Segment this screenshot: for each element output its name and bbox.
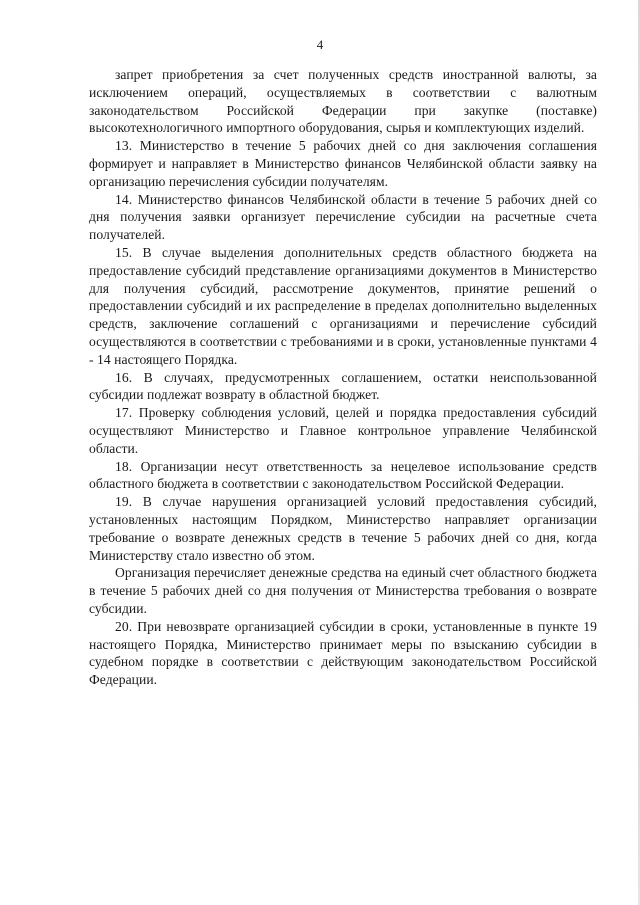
paragraph-18: 18. Организации несут ответственность за нецелевое использование средств областного бюджета в соответствии с законодательством Российской Федерации. — [89, 458, 597, 492]
paragraph-15: 15. В случае выделения дополнительных средств областного бюджета на предоставление субсидий представление организациями документов в Министерство для получения субсидий, рассмотрение документов, принятие решений о предоставлении субсидий и их распределение в пределах дополнительно выделенных средств, заключение соглашений с организациями и перечисление субсидий осуществляются в соответствии с требованиями и в сроки, установленные пунктами 4 - 14 настоящего Порядка. — [89, 244, 597, 367]
paragraph-14: 14. Министерство финансов Челябинской области в течение 5 рабочих дней со дня получения заявки организует перечисление субсидии на расчетные счета получателей. — [89, 191, 597, 243]
paragraph-13: 13. Министерство в течение 5 рабочих дней со дня заключения соглашения формирует и направляет в Министерство финансов Челябинской области заявку на организацию перечисления субсидии получателям. — [89, 138, 597, 189]
paragraph-17: 17. Проверку соблюдения условий, целей и порядка предоставления субсидий осуществляют Министерство и Главное контрольное управление Челябинской области. — [89, 405, 597, 456]
paragraph-16: 16. В случаях, предусмотренных соглашением, остатки неиспользованной субсидии подлежат возврату в областной бюджет. — [89, 369, 597, 403]
paragraph-19: 19. В случае нарушения организацией условий предоставления субсидий, установленных настоящим Порядком, Министерство направляет организации требование о возврате денежных средств в течение 5 рабочих дней со дня, когда Министерству стало известно об этом. — [89, 494, 597, 563]
page-number: 4 — [316, 37, 324, 52]
paragraph-continuation: запрет приобретения за счет полученных средств иностранной валюты, за исключением операций, осуществляемых в соответствии с валютным законодательством Российской Федерации при закупке (поставке) высокотехнологичного импортного оборудования, сырья и комплектующих изделий. — [89, 67, 597, 136]
paragraph-19-continuation: Организация перечисляет денежные средства на единый счет областного бюджета в течение 5 рабочих дней со дня получения от Министерства требования о возврате субсидии. — [89, 565, 597, 616]
paragraph-20: 20. При невозврате организацией субсидии в сроки, установленные в пункте 19 настоящего Порядка, Министерство принимает меры по взысканию субсидии в судебном порядке в соответствии с действующим законодательством Российской Федерации. — [89, 618, 597, 688]
document-body — [89, 66, 597, 689]
